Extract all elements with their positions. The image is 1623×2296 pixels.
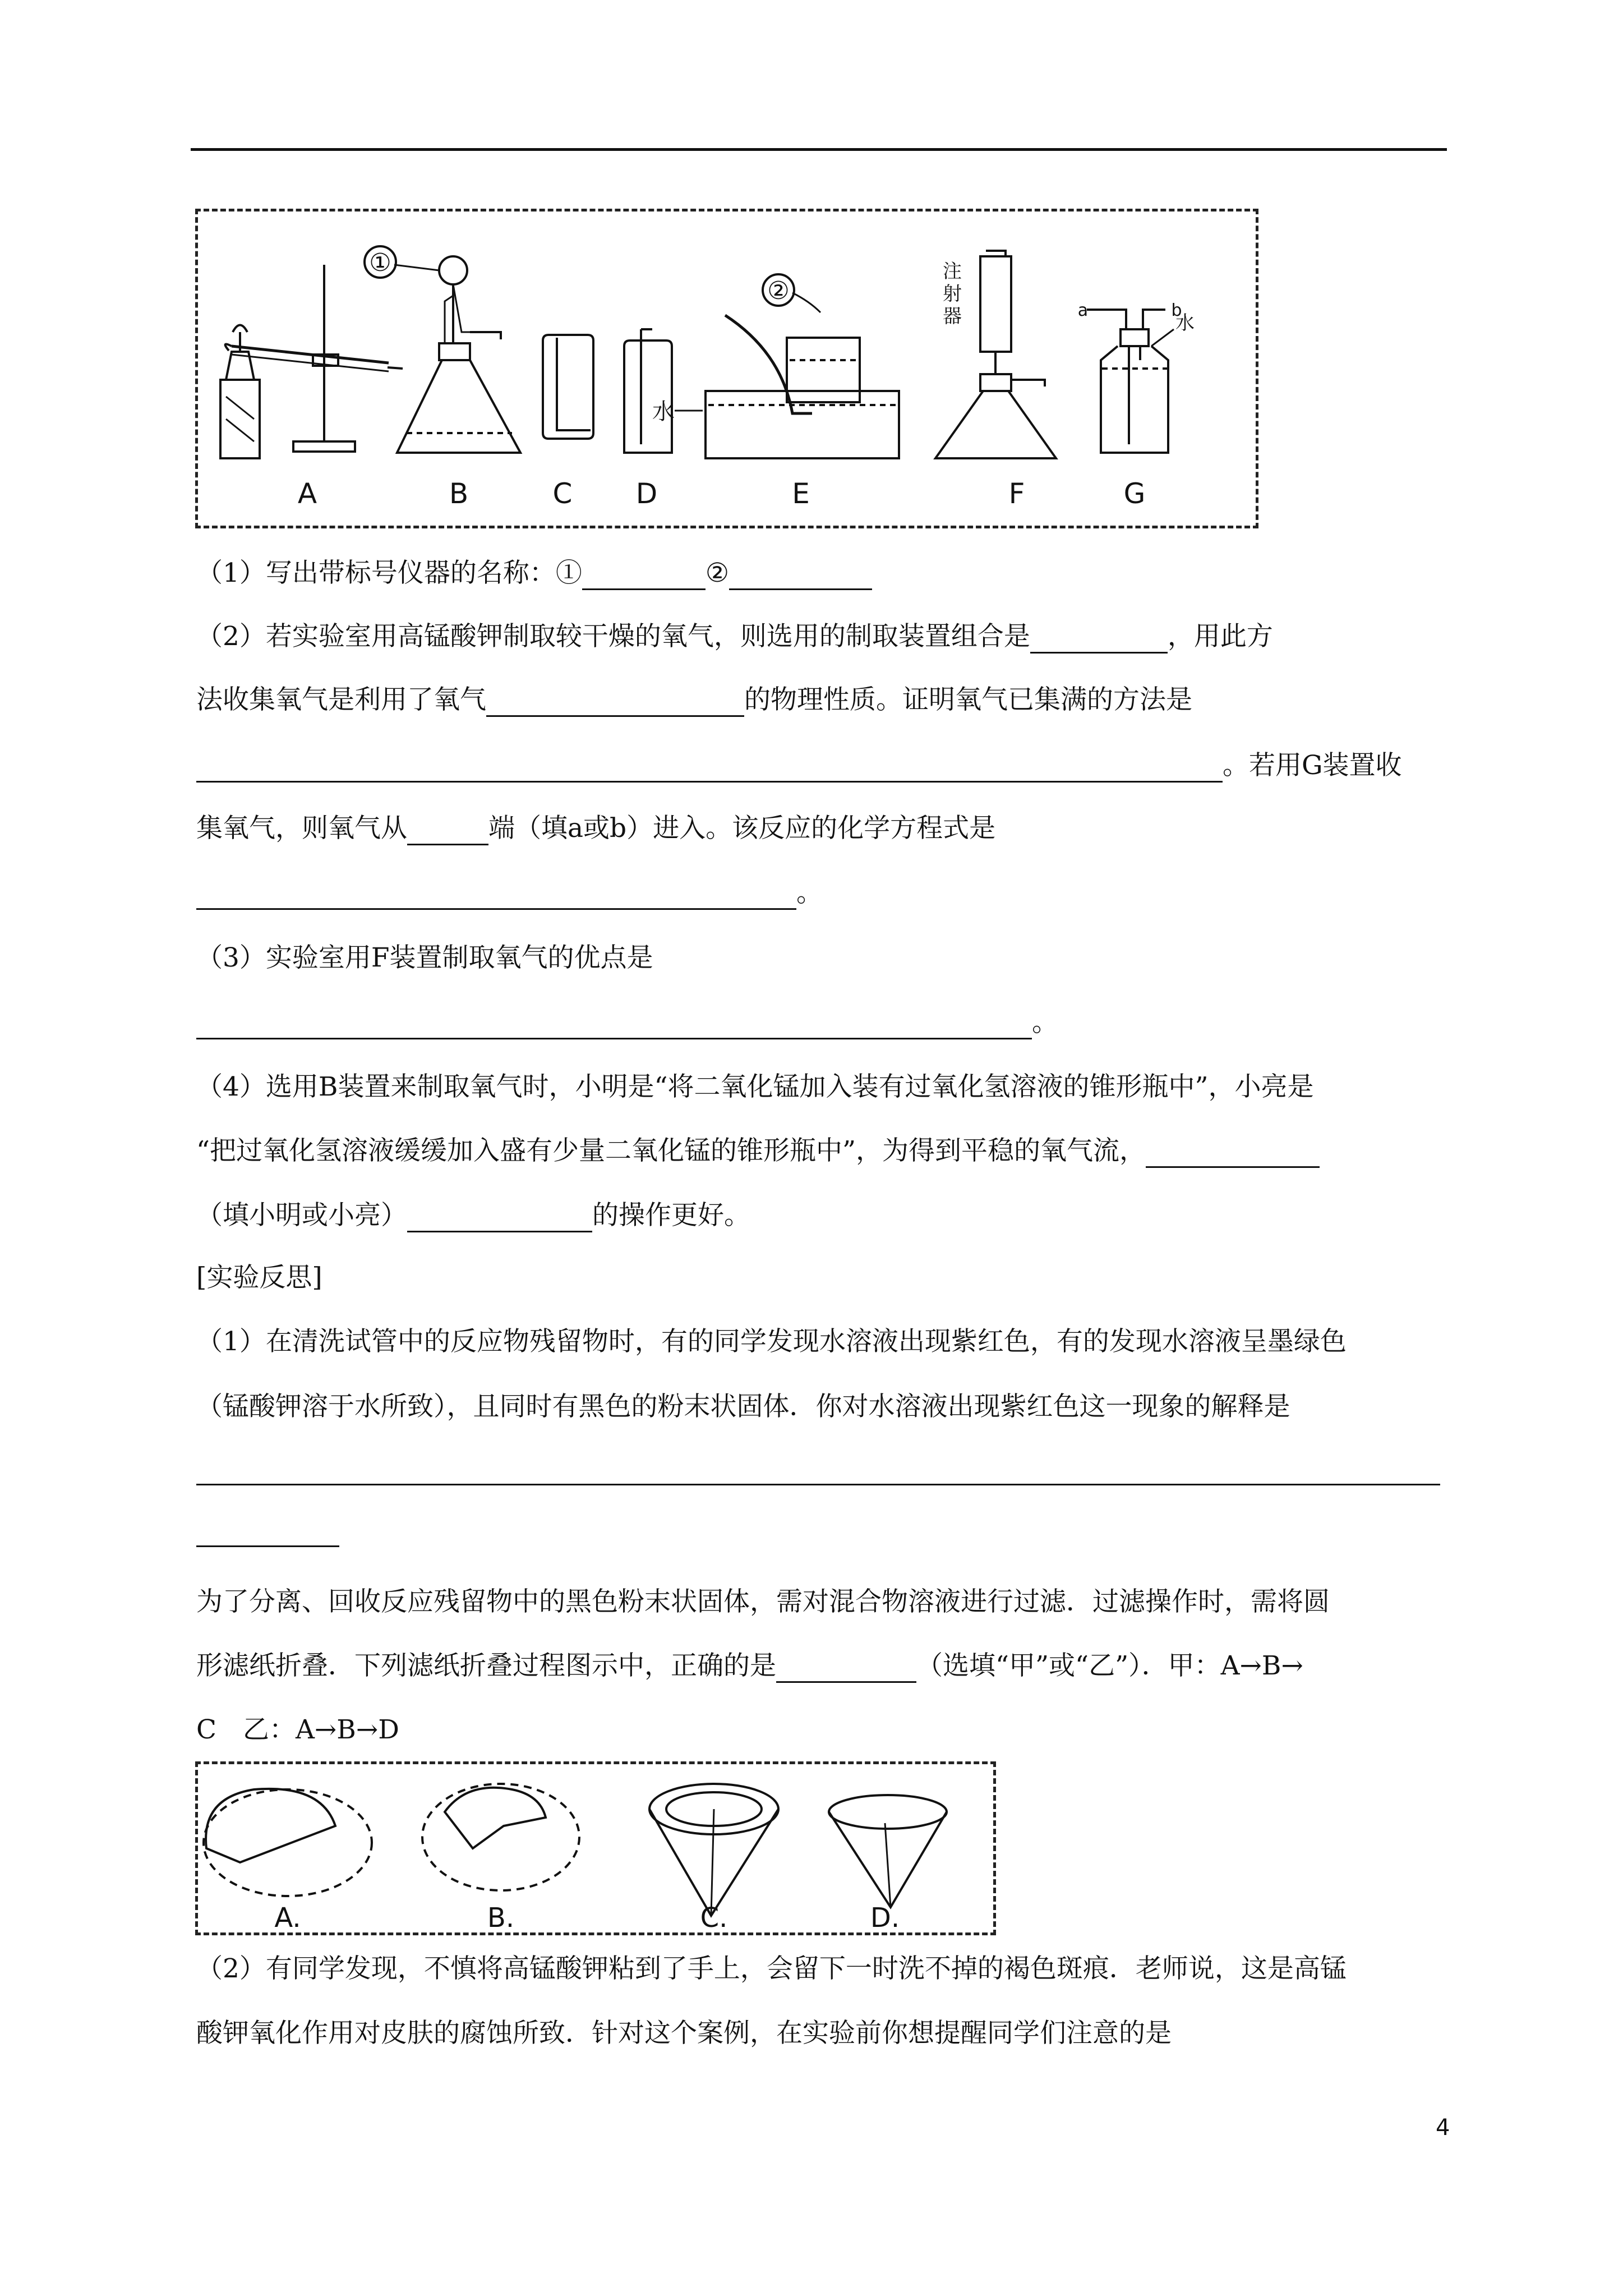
question-2-line-2 <box>196 683 1458 717</box>
reflection-answer-line-2[interactable] <box>196 1545 339 1547</box>
apparatus-d <box>624 329 672 453</box>
apparatus-figure <box>195 209 1258 528</box>
apparatus-e <box>652 274 899 458</box>
q2-blank-equation[interactable] <box>196 880 796 910</box>
apparatus-a <box>220 265 403 458</box>
q4-text-2: “把过氧化氢溶液缓缓加入盛有少量二氧化锰的锥形瓶中”，为得到平稳的氧气流， <box>196 1135 1146 1166</box>
q1-blank-2[interactable] <box>729 560 872 590</box>
question-2-line-4 <box>196 812 1458 845</box>
question-4-line-1 <box>196 1070 1458 1104</box>
filter-step-a <box>204 1789 372 1896</box>
reflection-q2a-text: （2）有同学发现，不慎将高锰酸钾粘到了手上，会留下一时洗不掉的褐色斑痕．老师说，这是高锰 <box>196 1953 1347 1984</box>
q2-text-2a: 法收集氧气是利用了氧气 <box>196 684 486 715</box>
filter-step-d <box>829 1795 947 1907</box>
apparatus-b <box>397 256 520 453</box>
filter-label-c: C. <box>700 1902 728 1932</box>
syringe-label-1: 注 <box>943 260 962 283</box>
question-2-line-1 <box>196 620 1458 654</box>
label-d: D <box>635 477 658 510</box>
page-number: 4 <box>1436 2115 1450 2141</box>
q2-text-4a: 集氧气，则氧气从 <box>196 813 407 844</box>
question-2-line-3 <box>196 749 1458 783</box>
reflection-heading <box>196 1261 1458 1295</box>
q2-text-3: 。若用G装置收 <box>1223 750 1402 781</box>
reflection-q2-line-2 <box>196 2017 1458 2050</box>
reflection-p2-text: （锰酸钾溶于水所致），且同时有黑色的粉末状固体．你对水溶液出现紫红色这一现象的解释是 <box>196 1391 1290 1422</box>
filter-figure <box>195 1761 996 1935</box>
q2-blank-property[interactable] <box>486 687 744 717</box>
q3-blank-advantage[interactable] <box>196 1010 1032 1039</box>
q1-marker-2: ② <box>705 558 730 588</box>
label-f: F <box>1008 477 1025 510</box>
q1-marker-1: ① <box>555 558 582 588</box>
q4-blank-1[interactable] <box>1146 1138 1320 1168</box>
q2-text-2b: 的物理性质。证明氧气已集满的方法是 <box>744 684 1192 715</box>
question-2-line-5 <box>196 876 1458 910</box>
reflection-heading-text: [实验反思] <box>196 1262 322 1293</box>
reflection-answer-line[interactable] <box>196 1484 1440 1485</box>
reflection-p4 <box>196 1649 1458 1683</box>
reflection-q2-line-1 <box>196 1952 1458 1986</box>
q4-blank-2[interactable] <box>407 1203 592 1232</box>
label-c: C <box>552 477 573 510</box>
apparatus-c <box>543 335 593 439</box>
port-a-label: a <box>1077 301 1089 320</box>
label-b: B <box>449 477 469 510</box>
water-label-g: 水 <box>1175 312 1195 334</box>
q4-text-1: （4）选用B装置来制取氧气时，小明是“将二氧化锰加入装有过氧化氢溶液的锥形瓶中”，小亮是 <box>196 1071 1314 1102</box>
reflection-p5 <box>196 1713 1458 1747</box>
reflection-p4a-text: 形滤纸折叠．下列滤纸折叠过程图示中，正确的是 <box>196 1650 776 1681</box>
reflection-p3 <box>196 1585 1458 1619</box>
reflection-p1 <box>196 1325 1458 1359</box>
filter-label-b: B. <box>487 1902 515 1932</box>
reflection-p4b-text: （选填“甲”或“乙”）．甲：A→B→ <box>916 1650 1303 1681</box>
q2-text-1a: （2）若实验室用高锰酸钾制取较干燥的氧气，则选用的制取装置组合是 <box>196 621 1030 652</box>
question-4-line-3 <box>196 1199 1458 1232</box>
reflection-p2 <box>196 1390 1458 1424</box>
reflection-p1-text: （1）在清洗试管中的反应物残留物时，有的同学发现水溶液出现紫红色，有的发现水溶液呈墨绿色 <box>196 1326 1347 1357</box>
q1-blank-1[interactable] <box>582 560 706 590</box>
water-label-e: 水 <box>652 399 675 425</box>
q2-text-4b: 端（填a或b）进入。该反应的化学方程式是 <box>488 813 996 844</box>
q3-text-1: （3）实验室用F装置制取氧气的优点是 <box>196 942 653 973</box>
header-rule <box>191 148 1447 151</box>
q4-text-3b: 的操作更好。 <box>592 1200 750 1231</box>
q3-text-2: 。 <box>1032 1007 1058 1038</box>
reflection-p3-text: 为了分离、回收反应残留物中的黑色粉末状固体，需对混合物溶液进行过滤．过滤操作时，需将圆 <box>196 1586 1330 1617</box>
q2-text-1b: ，用此方 <box>1167 621 1273 652</box>
q2-text-5: 。 <box>796 877 823 908</box>
apparatus-f <box>935 251 1056 458</box>
apparatus-g <box>1078 301 1195 453</box>
reflection-q2b-text: 酸钾氧化作用对皮肤的腐蚀所致．针对这个案例，在实验前你想提醒同学们注意的是 <box>196 2018 1172 2049</box>
question-1 <box>196 556 1458 590</box>
question-3-line-2 <box>196 1006 1458 1039</box>
q4-text-3a: （填小明或小亮） <box>196 1200 407 1231</box>
reflection-p5-text: C 乙：A→B→D <box>196 1714 399 1745</box>
filter-label-d: D. <box>870 1902 900 1932</box>
port-b-label: b <box>1171 301 1182 320</box>
q2-blank-port[interactable] <box>407 816 488 845</box>
question-4-line-2 <box>196 1134 1458 1168</box>
filter-step-c <box>649 1784 778 1916</box>
marker-2-label: ② <box>767 277 790 305</box>
marker-1-label: ① <box>369 249 391 277</box>
filter-label-a: A. <box>274 1902 301 1932</box>
question-3-line-1 <box>196 941 1458 975</box>
label-g: G <box>1123 477 1146 510</box>
label-a: A <box>297 477 317 510</box>
syringe-label-3: 器 <box>943 305 962 328</box>
q2-blank-method[interactable] <box>196 753 1223 783</box>
reflection-blank-choice[interactable] <box>776 1653 916 1683</box>
label-e: E <box>792 477 810 510</box>
q2-blank-apparatus[interactable] <box>1030 624 1168 654</box>
q1-prefix: （1）写出带标号仪器的名称： <box>196 558 556 588</box>
filter-step-b <box>422 1784 579 1890</box>
syringe-label-2: 射 <box>943 283 962 305</box>
